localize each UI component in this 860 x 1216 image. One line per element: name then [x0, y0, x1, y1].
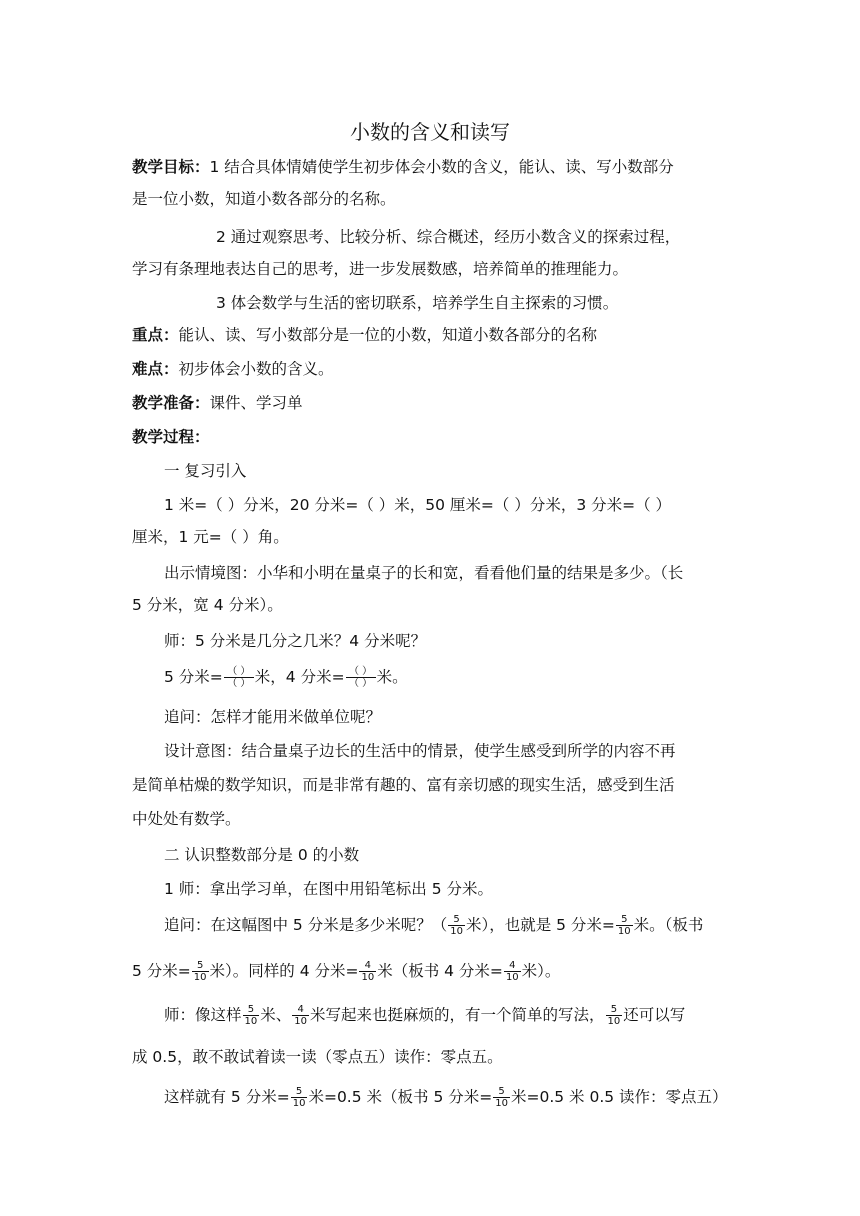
- blank-fraction: $\frac{( )}{( )}$: [224, 666, 254, 689]
- preparation-line: 教学准备：课件、学习单: [132, 394, 303, 412]
- fraction-5-10: $\frac{5}{10}$: [617, 914, 631, 937]
- review-question-line-2: 厘米，1 元=（ ）角。: [132, 528, 289, 546]
- simple-notation-line-1: 师：像这样 $\frac{5}{10}$ 米、 $\frac{4}{10}$ 米写起来也挺麻烦的，有一个简单的写法， $\frac{5}{10}$ 还可以写: [164, 1004, 686, 1027]
- fraction-5-10: $\frac{5}{10}$: [292, 1086, 306, 1109]
- goals-label: 教学目标：: [132, 158, 210, 176]
- key-point-label: 重点：: [132, 326, 179, 344]
- design-intent-line-2: 是简单枯燥的数学知识，而是非常有趣的、富有亲切感的现实生活，感受到生活: [132, 776, 675, 794]
- goal-3-line: 3 体会数学与生活的密切联系，培养学生自主探索的习惯。: [216, 294, 619, 312]
- design-intent-line-1: 设计意图：结合量桌子边长的生活中的情景，使学生感受到所学的内容不再: [164, 742, 676, 760]
- follow-up-line-1: 追问：在这幅图中 5 分米是多少米呢？（ $\frac{5}{10}$ 米），也就是 5 分米= $\frac{5}{10}$ 米。（板书: [164, 914, 704, 937]
- follow-up-line-2: 5 分米= $\frac{5}{10}$ 米）。同样的 4 分米= $\frac{4}{10}$ 米（板书 4 分米= $\frac{4}{10}$ 米）。: [132, 960, 561, 983]
- difficulty-line: 难点：初步体会小数的含义。: [132, 360, 334, 378]
- board-writing-line: 这样就有 5 分米= $\frac{5}{10}$ 米=0.5 米（板书 5 分米= $\frac{5}{10}$ 米=0.5 米 0.5 读作：零点五）: [164, 1086, 728, 1109]
- goal-1-line-b: 是一位小数，知道小数各部分的名称。: [132, 190, 396, 208]
- blank-fraction: $\frac{( )}{( )}$: [346, 666, 376, 689]
- fraction-4-10: $\frac{4}{10}$: [361, 960, 375, 983]
- fraction-blank-line: 5 分米= $\frac{( )}{( )}$ 米，4 分米= $\frac{( )}{( )}$ 米。: [164, 666, 408, 689]
- simple-notation-line-2: 成 0.5，敢不敢试着读一读（零点五）读作：零点五。: [132, 1048, 503, 1066]
- step-1-line: 1 师：拿出学习单，在图中用铅笔标出 5 分米。: [164, 880, 494, 898]
- fraction-5-10: $\frac{5}{10}$: [244, 1004, 258, 1027]
- review-question-line-1: 1 米=（ ）分米，20 分米=（ ）米，50 厘米=（ ）分米，3 分米=（ ）: [164, 496, 672, 514]
- key-point-line: 重点：能认、读、写小数部分是一位的小数，知道小数各部分的名称: [132, 326, 598, 344]
- scene-line-1: 出示情境图：小华和小明在量桌子的长和宽，看看他们量的结果是多少。（长: [164, 564, 684, 582]
- fraction-5-10: $\frac{5}{10}$: [193, 960, 207, 983]
- fraction-4-10: $\frac{4}{10}$: [505, 960, 519, 983]
- process-heading: 教学过程：: [132, 428, 210, 446]
- goal-1-line-a: 教学目标：1 结合具体情婧使学生初步体会小数的含义，能认、读、写小数部分: [132, 158, 674, 176]
- fraction-4-10: $\frac{4}{10}$: [294, 1004, 307, 1027]
- follow-up-question: 追问：怎样才能用米做单位呢？: [164, 708, 382, 726]
- fraction-5-10: $\frac{5}{10}$: [607, 1004, 621, 1027]
- goal-2-line-b: 学习有条理地表达自己的思考，进一步发展数感，培养简单的推理能力。: [132, 260, 629, 278]
- scene-line-2: 5 分米，宽 4 分米）。: [132, 596, 283, 614]
- page-title: 小数的含义和读写: [350, 120, 510, 144]
- design-intent-line-3: 中处处有数学。: [132, 810, 241, 828]
- fraction-5-10: $\frac{5}{10}$: [450, 914, 463, 937]
- goal-2-line-a: 2 通过观察思考、比较分析、综合概述，经历小数含义的探索过程，: [216, 228, 681, 246]
- preparation-label: 教学准备：: [132, 394, 210, 412]
- difficulty-label: 难点：: [132, 360, 179, 378]
- fraction-5-10: $\frac{5}{10}$: [495, 1086, 508, 1109]
- teacher-question: 师：5 分米是几分之几米？4 分米呢？: [164, 632, 427, 650]
- section-2-heading: 二 认识整数部分是 0 的小数: [164, 846, 360, 864]
- section-1-heading: 一 复习引入: [164, 462, 247, 480]
